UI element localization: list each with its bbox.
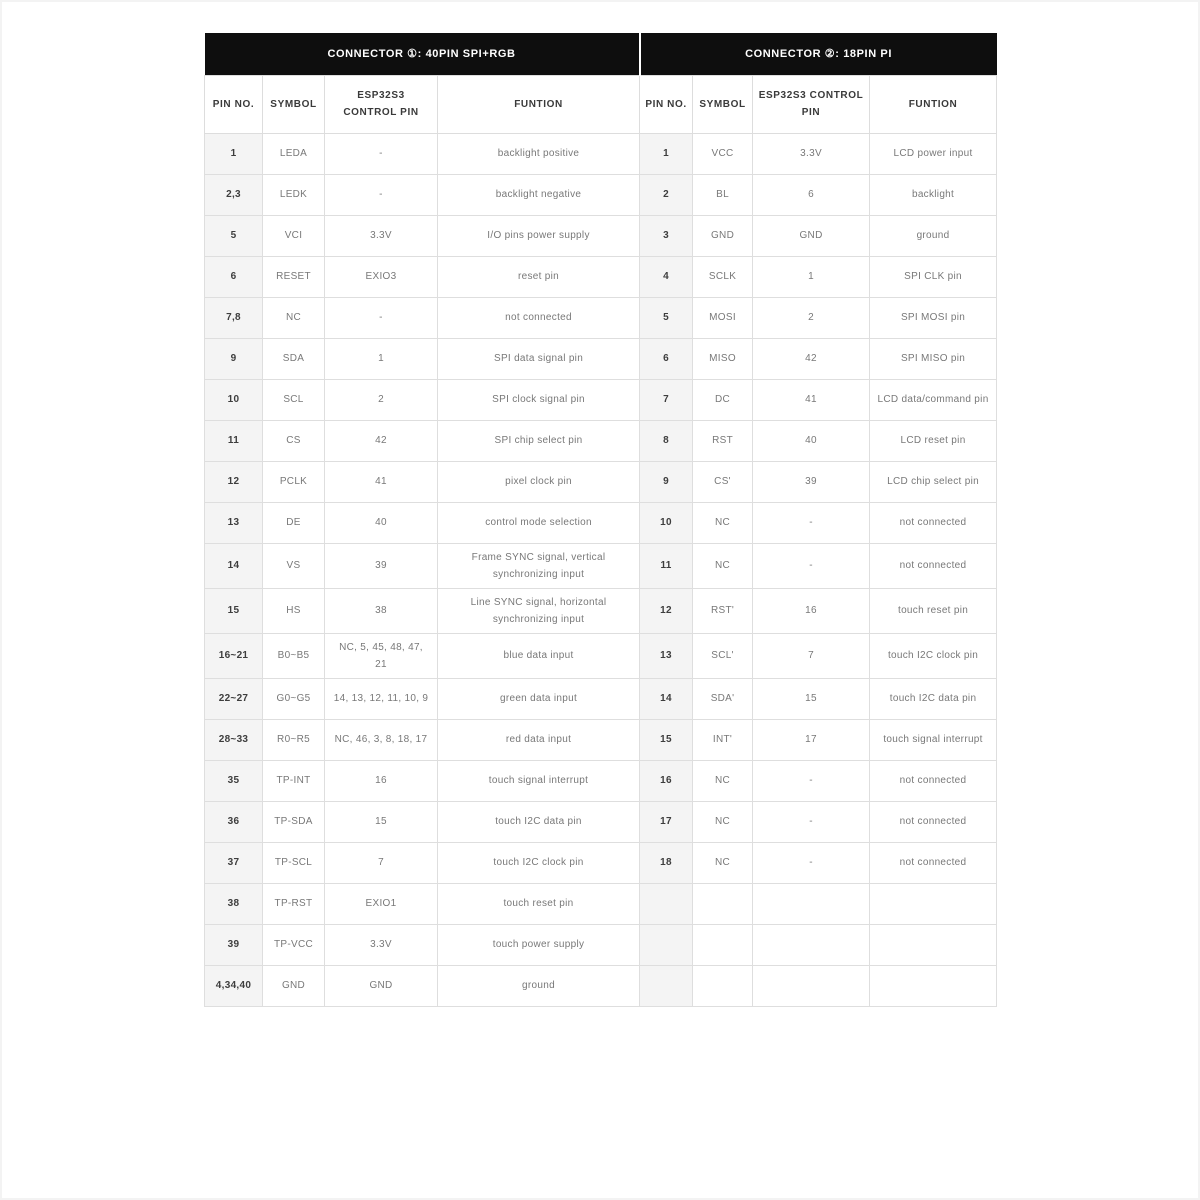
control-pin-cell: EXIO1 xyxy=(325,883,438,924)
pin-no-cell: 37 xyxy=(205,842,263,883)
function-cell: control mode selection xyxy=(438,502,640,543)
function-cell: SPI chip select pin xyxy=(438,420,640,461)
pin-no-cell: 14 xyxy=(205,543,263,588)
function-cell: not connected xyxy=(870,543,997,588)
function-cell: pixel clock pin xyxy=(438,461,640,502)
function-cell: blue data input xyxy=(438,633,640,678)
symbol-cell: G0~G5 xyxy=(263,678,325,719)
pin-row xyxy=(205,379,997,420)
control-pin-cell: GND xyxy=(325,965,438,1006)
symbol-cell: RESET xyxy=(263,256,325,297)
pin-row xyxy=(205,883,997,924)
function-cell: LCD power input xyxy=(870,133,997,174)
col-header-funtion: FUNTION xyxy=(438,75,640,133)
control-pin-cell xyxy=(753,965,870,1006)
control-pin-cell: 40 xyxy=(753,420,870,461)
pin-no-cell: 8 xyxy=(640,420,693,461)
control-pin-cell: - xyxy=(753,502,870,543)
pinout-table-container xyxy=(204,33,996,1007)
function-cell: not connected xyxy=(870,801,997,842)
symbol-cell: LEDK xyxy=(263,174,325,215)
control-pin-cell: 41 xyxy=(325,461,438,502)
pin-no-cell: 15 xyxy=(640,719,693,760)
pin-row xyxy=(205,256,997,297)
symbol-cell: GND xyxy=(693,215,753,256)
connector-banner-row xyxy=(205,33,997,75)
control-pin-cell: 7 xyxy=(753,633,870,678)
function-cell: touch I2C data pin xyxy=(870,678,997,719)
pin-row xyxy=(205,633,997,678)
control-pin-cell xyxy=(753,883,870,924)
function-cell: touch I2C clock pin xyxy=(438,842,640,883)
symbol-cell: SCL xyxy=(263,379,325,420)
control-pin-cell: 41 xyxy=(753,379,870,420)
pin-no-cell: 9 xyxy=(640,461,693,502)
pin-no-cell: 2,3 xyxy=(205,174,263,215)
control-pin-cell: EXIO3 xyxy=(325,256,438,297)
pin-no-cell: 7,8 xyxy=(205,297,263,338)
symbol-cell: MISO xyxy=(693,338,753,379)
symbol-cell: NC xyxy=(263,297,325,338)
pin-no-cell: 6 xyxy=(640,338,693,379)
control-pin-cell: 1 xyxy=(753,256,870,297)
function-cell: backlight negative xyxy=(438,174,640,215)
pin-row xyxy=(205,965,997,1006)
control-pin-cell: - xyxy=(753,842,870,883)
symbol-cell: TP-VCC xyxy=(263,924,325,965)
function-cell: SPI MOSI pin xyxy=(870,297,997,338)
pin-row xyxy=(205,338,997,379)
pin-no-cell: 18 xyxy=(640,842,693,883)
symbol-cell: SDA' xyxy=(693,678,753,719)
pin-row xyxy=(205,678,997,719)
pin-no-cell: 35 xyxy=(205,760,263,801)
symbol-cell: SDA xyxy=(263,338,325,379)
symbol-cell: PCLK xyxy=(263,461,325,502)
pin-no-cell: 3 xyxy=(640,215,693,256)
pin-row xyxy=(205,924,997,965)
symbol-cell: VCI xyxy=(263,215,325,256)
function-cell: touch I2C data pin xyxy=(438,801,640,842)
function-cell: LCD data/command pin xyxy=(870,379,997,420)
control-pin-cell: 17 xyxy=(753,719,870,760)
control-pin-cell: 15 xyxy=(325,801,438,842)
symbol-cell xyxy=(693,965,753,1006)
control-pin-cell: 40 xyxy=(325,502,438,543)
pin-no-cell: 2 xyxy=(640,174,693,215)
symbol-cell: CS' xyxy=(693,461,753,502)
symbol-cell: NC xyxy=(693,801,753,842)
control-pin-cell: 42 xyxy=(325,420,438,461)
pin-no-cell: 16~21 xyxy=(205,633,263,678)
col-header-pin-no: PIN NO. xyxy=(640,75,693,133)
symbol-cell: NC xyxy=(693,502,753,543)
control-pin-cell: NC, 5, 45, 48, 47, 21 xyxy=(325,633,438,678)
control-pin-cell: - xyxy=(753,760,870,801)
pin-row xyxy=(205,461,997,502)
pin-no-cell: 4 xyxy=(640,256,693,297)
symbol-cell: NC xyxy=(693,842,753,883)
control-pin-cell: 15 xyxy=(753,678,870,719)
pin-no-cell: 10 xyxy=(640,502,693,543)
symbol-cell: RST xyxy=(693,420,753,461)
pin-row xyxy=(205,588,997,633)
symbol-cell: INT' xyxy=(693,719,753,760)
symbol-cell: HS xyxy=(263,588,325,633)
pin-row xyxy=(205,760,997,801)
function-cell: backlight positive xyxy=(438,133,640,174)
control-pin-cell: 39 xyxy=(325,543,438,588)
pin-no-cell: 10 xyxy=(205,379,263,420)
pin-row xyxy=(205,801,997,842)
function-cell: I/O pins power supply xyxy=(438,215,640,256)
function-cell: green data input xyxy=(438,678,640,719)
col-header-symbol: SYMBOL xyxy=(263,75,325,133)
connector2-title: CONNECTOR ②: 18PIN PI xyxy=(640,33,997,75)
pin-row xyxy=(205,842,997,883)
pin-no-cell: 1 xyxy=(640,133,693,174)
symbol-cell: TP-SCL xyxy=(263,842,325,883)
symbol-cell: VCC xyxy=(693,133,753,174)
col-header-control-pin: ESP32S3 CONTROL PIN xyxy=(753,75,870,133)
control-pin-cell: 2 xyxy=(753,297,870,338)
control-pin-cell xyxy=(753,924,870,965)
function-cell: touch power supply xyxy=(438,924,640,965)
col-header-pin-no: PIN NO. xyxy=(205,75,263,133)
pinout-table-body xyxy=(205,133,997,1006)
function-cell: not connected xyxy=(438,297,640,338)
function-cell: SPI CLK pin xyxy=(870,256,997,297)
col-header-symbol: SYMBOL xyxy=(693,75,753,133)
symbol-cell: TP-INT xyxy=(263,760,325,801)
pin-no-cell: 17 xyxy=(640,801,693,842)
pin-no-cell: 7 xyxy=(640,379,693,420)
function-cell: touch signal interrupt xyxy=(438,760,640,801)
symbol-cell: NC xyxy=(693,543,753,588)
pin-no-cell: 36 xyxy=(205,801,263,842)
control-pin-cell: NC, 46, 3, 8, 18, 17 xyxy=(325,719,438,760)
symbol-cell: TP-SDA xyxy=(263,801,325,842)
control-pin-cell: 6 xyxy=(753,174,870,215)
control-pin-cell: - xyxy=(325,174,438,215)
pin-no-cell: 5 xyxy=(205,215,263,256)
control-pin-cell: 16 xyxy=(325,760,438,801)
function-cell xyxy=(870,965,997,1006)
control-pin-cell: 2 xyxy=(325,379,438,420)
symbol-cell: CS xyxy=(263,420,325,461)
col-header-funtion: FUNTION xyxy=(870,75,997,133)
function-cell: SPI MISO pin xyxy=(870,338,997,379)
pin-no-cell: 11 xyxy=(640,543,693,588)
pin-no-cell: 38 xyxy=(205,883,263,924)
control-pin-cell: 3.3V xyxy=(325,924,438,965)
control-pin-cell: - xyxy=(325,297,438,338)
pin-row xyxy=(205,420,997,461)
control-pin-cell: - xyxy=(325,133,438,174)
function-cell: SPI data signal pin xyxy=(438,338,640,379)
function-cell: LCD reset pin xyxy=(870,420,997,461)
pin-no-cell: 12 xyxy=(205,461,263,502)
pin-no-cell: 4,34,40 xyxy=(205,965,263,1006)
function-cell: touch I2C clock pin xyxy=(870,633,997,678)
pin-no-cell: 28~33 xyxy=(205,719,263,760)
column-header-row xyxy=(205,75,997,133)
symbol-cell: R0~R5 xyxy=(263,719,325,760)
function-cell xyxy=(870,883,997,924)
pin-row xyxy=(205,174,997,215)
function-cell: not connected xyxy=(870,842,997,883)
symbol-cell: BL xyxy=(693,174,753,215)
pin-no-cell: 1 xyxy=(205,133,263,174)
function-cell: touch reset pin xyxy=(438,883,640,924)
function-cell xyxy=(870,924,997,965)
symbol-cell: NC xyxy=(693,760,753,801)
symbol-cell: SCL' xyxy=(693,633,753,678)
symbol-cell: LEDA xyxy=(263,133,325,174)
symbol-cell: RST' xyxy=(693,588,753,633)
symbol-cell: SCLK xyxy=(693,256,753,297)
pin-no-cell: 13 xyxy=(640,633,693,678)
control-pin-cell: 3.3V xyxy=(325,215,438,256)
pin-no-cell: 11 xyxy=(205,420,263,461)
connector1-title: CONNECTOR ①: 40PIN SPI+RGB xyxy=(205,33,640,75)
function-cell: reset pin xyxy=(438,256,640,297)
function-cell: touch reset pin xyxy=(870,588,997,633)
function-cell: Line SYNC signal, horizontal synchronizing input xyxy=(438,588,640,633)
function-cell: backlight xyxy=(870,174,997,215)
symbol-cell: VS xyxy=(263,543,325,588)
pin-no-cell: 16 xyxy=(640,760,693,801)
control-pin-cell: - xyxy=(753,801,870,842)
pin-no-cell: 12 xyxy=(640,588,693,633)
control-pin-cell: 1 xyxy=(325,338,438,379)
symbol-cell xyxy=(693,924,753,965)
pin-no-cell: 39 xyxy=(205,924,263,965)
pin-row xyxy=(205,543,997,588)
control-pin-cell: 14, 13, 12, 11, 10, 9 xyxy=(325,678,438,719)
pin-no-cell: 5 xyxy=(640,297,693,338)
symbol-cell: B0~B5 xyxy=(263,633,325,678)
pin-no-cell xyxy=(640,883,693,924)
function-cell: touch signal interrupt xyxy=(870,719,997,760)
symbol-cell: MOSI xyxy=(693,297,753,338)
symbol-cell xyxy=(693,883,753,924)
col-header-control-pin: ESP32S3 CONTROL PIN xyxy=(325,75,438,133)
pin-row xyxy=(205,719,997,760)
symbol-cell: DC xyxy=(693,379,753,420)
pinout-table xyxy=(204,33,997,1007)
pin-no-cell: 6 xyxy=(205,256,263,297)
pin-no-cell: 13 xyxy=(205,502,263,543)
function-cell: not connected xyxy=(870,502,997,543)
control-pin-cell: 39 xyxy=(753,461,870,502)
pin-row xyxy=(205,502,997,543)
control-pin-cell: - xyxy=(753,543,870,588)
pin-no-cell xyxy=(640,924,693,965)
function-cell: red data input xyxy=(438,719,640,760)
function-cell: SPI clock signal pin xyxy=(438,379,640,420)
control-pin-cell: 16 xyxy=(753,588,870,633)
pin-row xyxy=(205,297,997,338)
control-pin-cell: 3.3V xyxy=(753,133,870,174)
pin-no-cell xyxy=(640,965,693,1006)
function-cell: ground xyxy=(870,215,997,256)
control-pin-cell: 42 xyxy=(753,338,870,379)
function-cell: Frame SYNC signal, vertical synchronizing input xyxy=(438,543,640,588)
control-pin-cell: 38 xyxy=(325,588,438,633)
pin-no-cell: 14 xyxy=(640,678,693,719)
function-cell: not connected xyxy=(870,760,997,801)
pin-no-cell: 9 xyxy=(205,338,263,379)
function-cell: LCD chip select pin xyxy=(870,461,997,502)
pin-no-cell: 22~27 xyxy=(205,678,263,719)
symbol-cell: DE xyxy=(263,502,325,543)
pin-row xyxy=(205,133,997,174)
pin-row xyxy=(205,215,997,256)
control-pin-cell: GND xyxy=(753,215,870,256)
symbol-cell: TP-RST xyxy=(263,883,325,924)
function-cell: ground xyxy=(438,965,640,1006)
symbol-cell: GND xyxy=(263,965,325,1006)
control-pin-cell: 7 xyxy=(325,842,438,883)
pin-no-cell: 15 xyxy=(205,588,263,633)
